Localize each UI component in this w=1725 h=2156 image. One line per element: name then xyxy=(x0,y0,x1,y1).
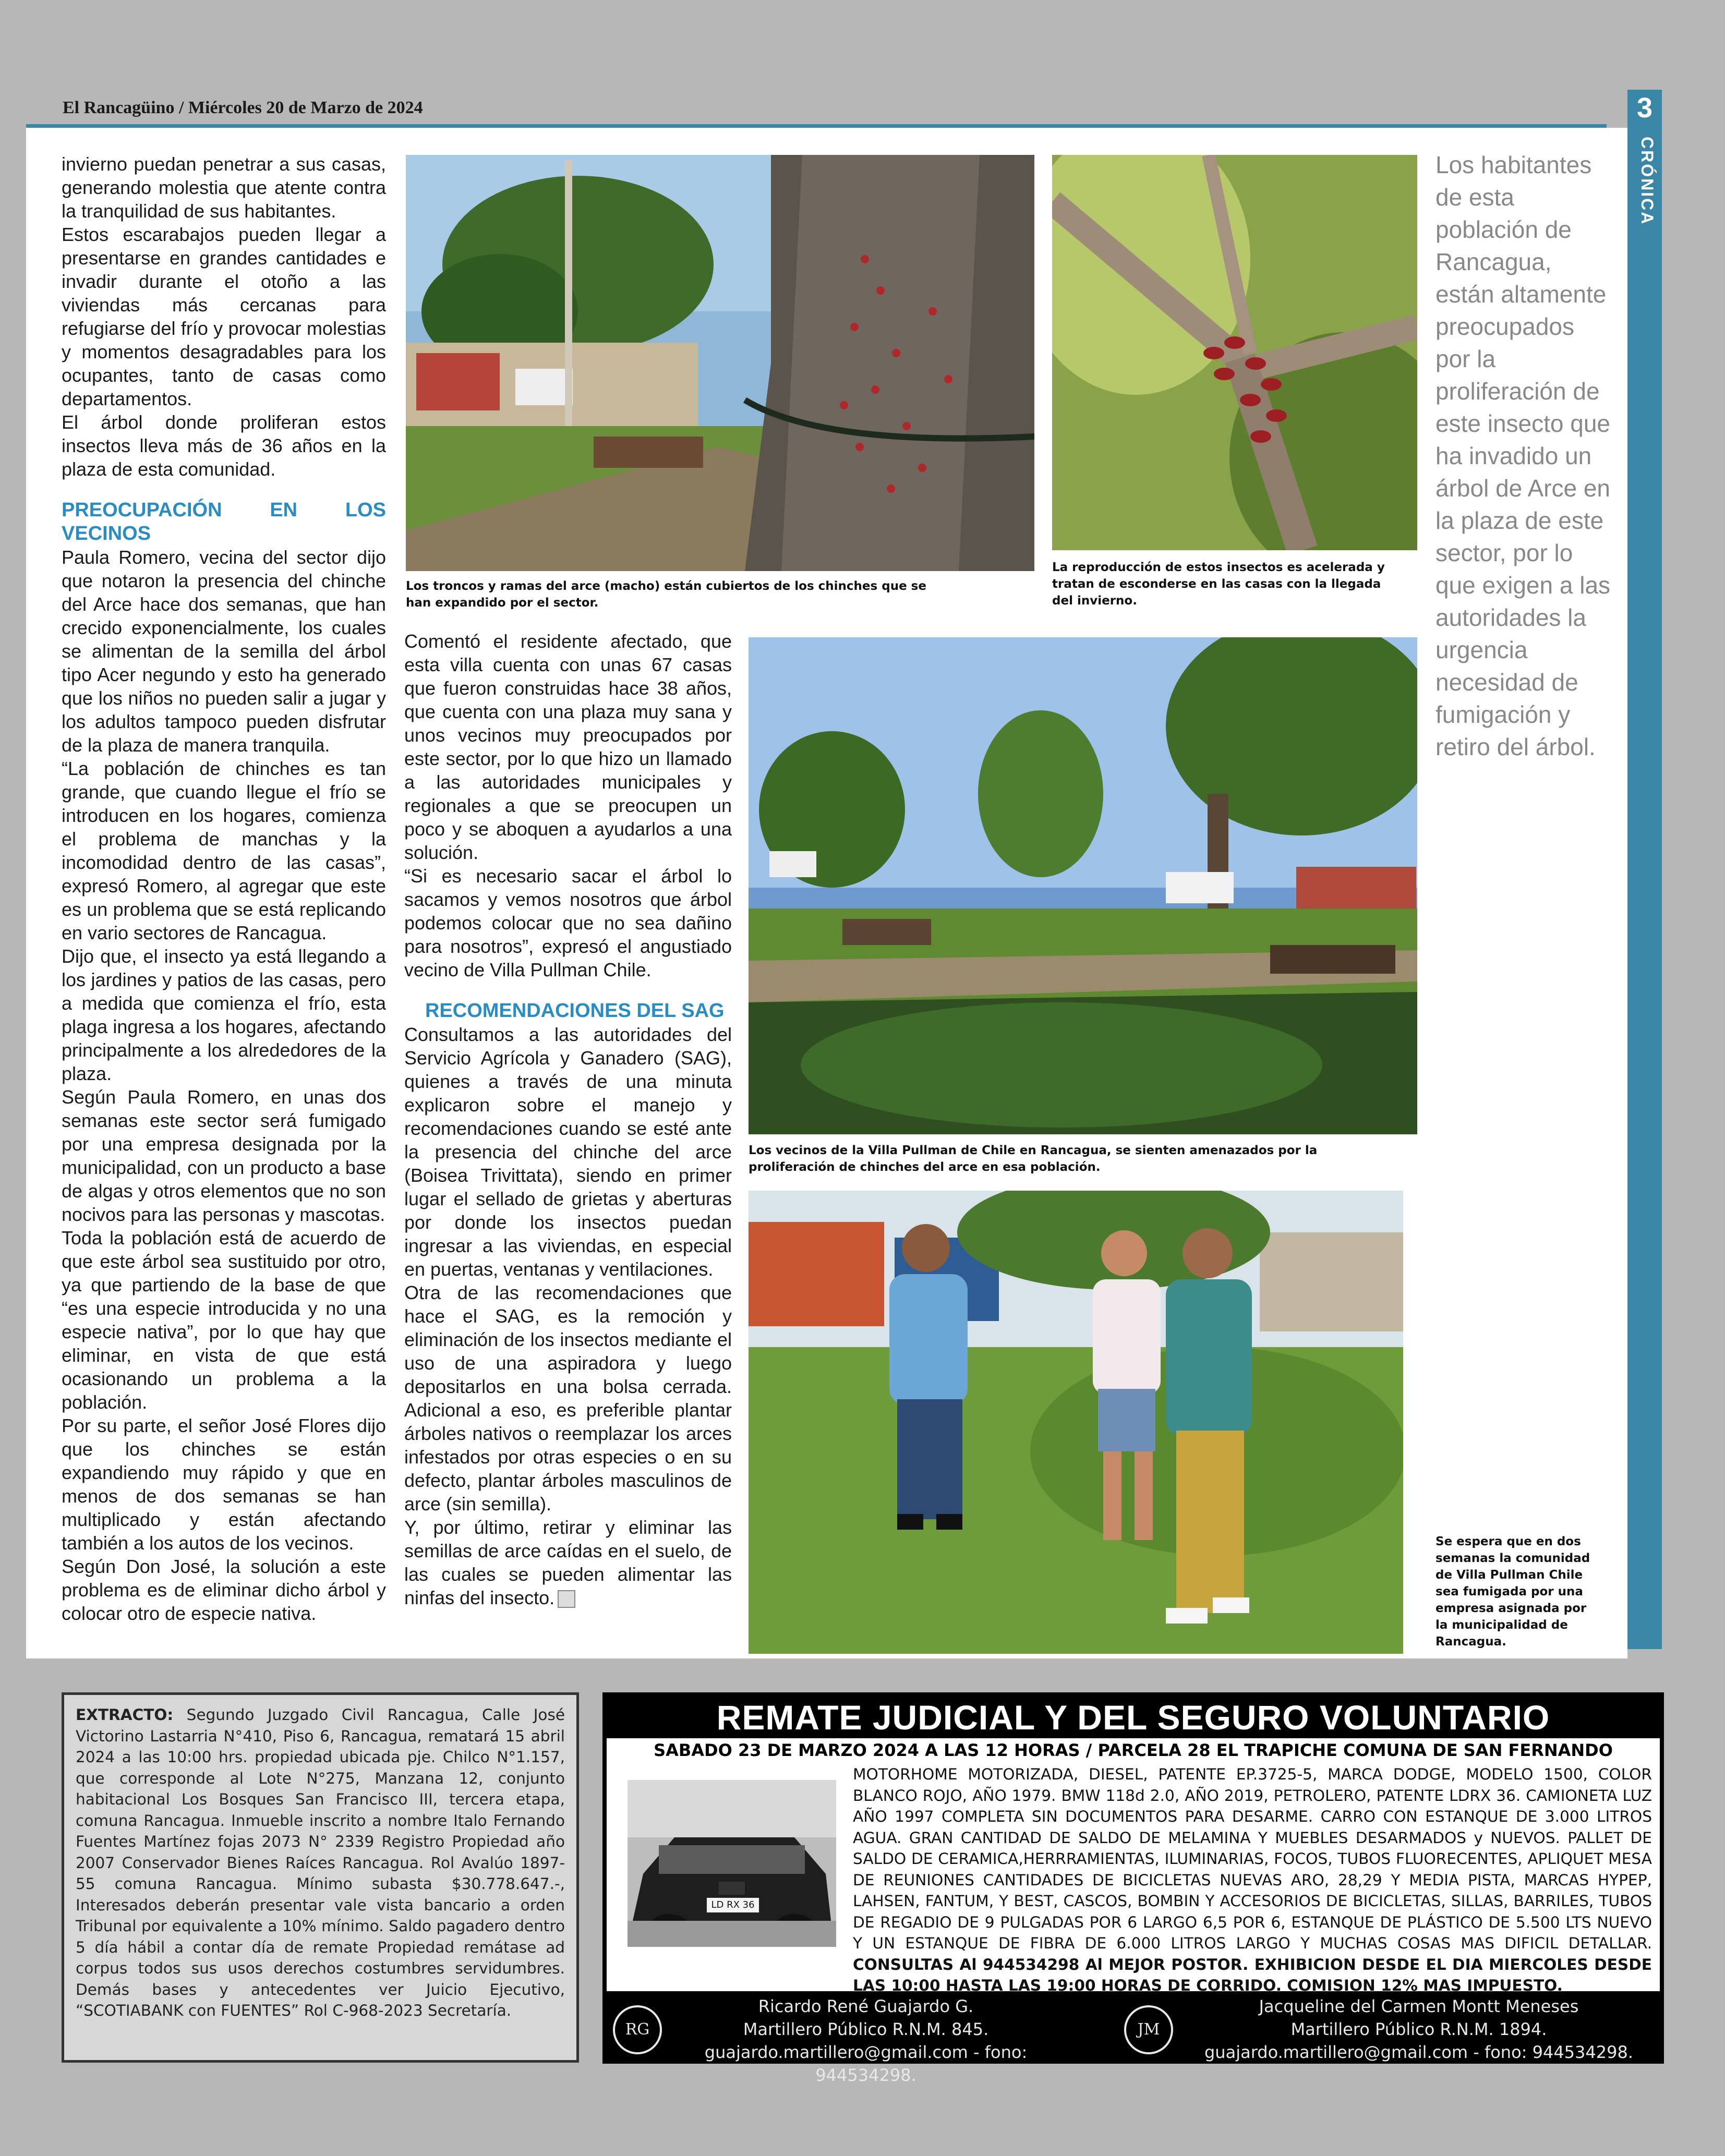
paragraph: Según Paula Romero, en unas dos semanas este sector será fumigado por una empresa designada por la municipalidad, con un producto a base de algas y otros elementos que no son nocivos para las personas y mascotas. xyxy=(62,1086,386,1225)
car-photo xyxy=(628,1780,836,1947)
paragraph: Otra de las recomendaciones que hace el SAG, es la remoción y eliminación de los insectos mediante el uso de una aspiradora y luego depositarlos en una bolsa cerrada. Adicional a eso, es preferible plantar árboles nativos o reemplazar los arces infestados por otras especies o en su defecto, plantar árboles masculinos de arce (sin semilla). xyxy=(404,1282,732,1515)
auctioneer-2-name: Jacqueline del Carmen Montt Meneses xyxy=(1259,1996,1579,2016)
paragraph: Consultamos a las autoridades del Servicio Agrícola y Ganadero (SAG), quienes a través de una minuta explicaron sobre el manejo y recomendaciones cuando se esté ante la presencia del chinche del arce (Boisea Trivittata), siendo en primer lugar el sellado de grietas y aberturas por donde los insectos puedan ingresar a las viviendas, en especial en puertas, ventanas y ventilaciones. xyxy=(404,1024,732,1280)
caption-photo-3: Los vecinos de la Villa Pullman de Chile en Rancagua, se sienten amenazados por la proliferación de chinches del arce en esa población. xyxy=(749,1144,1318,1174)
paragraph: El árbol donde proliferan estos insectos lleva más de 36 años en la plaza de esta comunidad. xyxy=(62,411,386,480)
article-column-1 xyxy=(62,152,386,1625)
auction-date: SABADO 23 DE MARZO 2024 A LAS 12 HORAS / PARCELA 28 EL TRAPICHE COMUNA DE SAN FERNANDO xyxy=(654,1740,1613,1760)
paragraph: Comentó el residente afectado, que esta villa cuenta con unas 67 casas que fueron construidas hace 38 años, que cuenta con una plaza muy sana y unos vecinos muy preocupados por este sector, por lo que hizo un llamado a las autoridades municipales y regionales a que se preocupen un poco y se aboquen a ayudarlos a una solución. xyxy=(404,631,732,863)
caption-photo-2: La reproducción de estos insectos es acelerada y tratan de esconderse en las casas con la llegada del invierno. xyxy=(1052,561,1385,608)
paragraph: invierno puedan penetrar a sus casas, generando molestia que atente contra la tranquilidad de sus habitantes. xyxy=(62,153,386,222)
page-number: 3 xyxy=(1636,92,1653,124)
auctioneer-2-contact: guajardo.martillero@gmail.com - fono: 944534298. xyxy=(1204,2042,1633,2062)
auctioneer-2 xyxy=(1181,1995,1656,2064)
auctioneer-1-contact: guajardo.martillero@gmail.com - fono: 944534298. xyxy=(704,2042,1028,2085)
auction-contact: CONSULTAS Al 944534298 Al MEJOR POSTOR. EXHIBICION DESDE EL DIA MIERCOLES DESDE LAS 10:00 HASTA LAS 19:00 HORAS DE CORRIDO. COMISION 12% MAS IMPUESTO. xyxy=(853,1955,1652,1994)
photo-neighbors xyxy=(749,1191,1403,1654)
paragraph: Toda la población está de acuerdo de que este árbol sea sustituido por otro, ya que partiendo de la base de que “es una especie introducida y no una especie nativa”, por lo que hay que eliminar, en vista de que está ocasionando un problema a la población. xyxy=(62,1227,386,1413)
legal-notice-extracto xyxy=(62,1692,579,2063)
article-column-2-top xyxy=(404,629,732,1609)
paragraph: Según Don José, la solución a este problema es de eliminar dicho árbol y colocar otro de especie nativa. xyxy=(62,1556,386,1624)
section-tab xyxy=(1627,90,1662,1649)
section-name: CRÓNICA xyxy=(1638,137,1657,226)
extracto-text: Segundo Juzgado Civil Rancagua, Calle José Victorino Lastarria N°410, Piso 6, Rancagua, rematará 15 abril 2024 a las 10:00 hrs. propiedad ubicada pje. Chilco N°1.157, que corresponde al Lote N°275, Manzana 12, conjunto habitacional Los Bosques San Francisco III, tercera etapa, comuna Rancagua. Inmueble inscrito a nombre Italo Fernando Fuentes Martínez fojas 2073 N° 2339 Registro Propiedad año 2007 Conservador Bienes Raíces Rancagua. Rol Avalúo 1897-55 comuna Rancagua. Mínimo subasta $30.778.647.-, Interesados deberán presentar vale vista bancario a orden Tribunal por equivalente a 10% mínimo. Saldo pagadero dentro 5 día hábil a contar día de remate Propiedad remátase ad corpus todos sus usos derechos costumbres servidumbres. Demás bases y antecedentes ver Juicio Ejecutivo, “SCOTIABANK con FUENTES” Rol C-968-2023 Secretaría. xyxy=(76,1706,565,2019)
masthead xyxy=(63,98,423,118)
photo-tree-trunk xyxy=(406,155,1034,571)
seal-rg-icon: RG xyxy=(613,2005,662,2054)
pull-quote: Los habitantes de esta población de Rancagua, están altamente preocupados por la proliferación de este insecto que ha invadido un árbol de Arce en la plaza de este sector, por lo que exigen a las autoridades la urgencia necesidad de fumigación y retiro del árbol. xyxy=(1436,151,1611,760)
caption-photo-4: Se espera que en dos semanas la comunidad de Villa Pullman Chile sea fumigada por una empresa asignada por la municipalidad de Rancagua. xyxy=(1436,1535,1590,1649)
paragraph: Dijo que, el insecto ya está llegando a los jardines y patios de las casas, pero a medida que comienza el frío, esta plaga ingresa a los hogares, afectando principalmente a los alrededores de la plaza. xyxy=(62,946,386,1084)
photo-plaza xyxy=(749,637,1417,1134)
license-plate: LD RX 36 xyxy=(706,1897,760,1913)
auction-details xyxy=(853,1764,1652,1996)
caption-photo-1: Los troncos y ramas del arce (macho) están cubiertos de los chinches que se han expandido por el sector. xyxy=(406,579,926,610)
auctioneer-1-name: Ricardo René Guajardo G. xyxy=(758,1996,974,2016)
end-mark-icon xyxy=(558,1590,575,1608)
paragraph: Paula Romero, vecina del sector dijo que notaron la presencia del chinche del Arce hace dos semanas, que han crecido exponencialmente, los cuales se alimentan de la semilla del árbol tipo Acer negundo y esto ha generado que los niños no pueden salir a jugar y los adultos tampoco pueden disfrutar de la plaza de manera tranquila. xyxy=(62,547,386,756)
paragraph: “Si es necesario sacar el árbol lo sacamos y vemos nosotros que árbol podemos colocar que no sea dañino para nosotros”, expresó el angustiado vecino de Villa Pullman Chile. xyxy=(404,865,732,980)
auction-ad xyxy=(602,1692,1664,2085)
auction-items: MOTORHOME MOTORIZADA, DIESEL, PATENTE EP.3725-5, MARCA DODGE, MODELO 1500, COLOR BLANCO ROJO, AÑO 1979. BMW 118d 2.0, AÑO 2019, PETROLERO, PATENTE LDRX 36. CAMIONETA LUZ AÑO 1997 COMPLETA SIN DOCUMENTOS PARA DESARME. CARRO CON ESTANQUE DE 3.000 LITROS AGUA. GRAN CANTIDAD DE SALDO DE MELAMINA Y MUEBLES DESARMADOS y NUEVOS. PALLET DE SALDO DE CERAMICA,HERRRAMIENTAS, ILUMINARIAS, FOCOS, TUBOS FLUORECENTES, APLIQUET MESA DE REUNIONES CANTIDADES DE BICICLETAS NUEVAS ARO, 28,29 Y MEDIA PISTA, MARCAS HYPEP, LAHSEN, FANTUM, Y BEST, CASCOS, BOMBIN Y ACCESORIOS DE BICICLETAS, SILLAS, BARRILES, TUBOS DE REGADIO DE 9 PULGADAS POR 6 LARGO 6,5 POR 6, ESTANQUE DE PLÁSTICO DE 5.500 LTS NUEVO Y UN ESTANQUE DE FIBRA DE 6.000 LITROS LARGO Y MUCHAS COSAS MAS DIFICIL DETALLAR. xyxy=(853,1765,1652,1952)
auctioneer-1-title: Martillero Público R.N.M. 845. xyxy=(743,2019,989,2039)
paragraph xyxy=(404,1516,732,1609)
auction-title: REMATE JUDICIAL Y DEL SEGURO VOLUNTARIO xyxy=(716,1698,1550,1737)
extracto-label: EXTRACTO: xyxy=(76,1706,174,1724)
subhead-sag: RECOMENDACIONES DEL SAG xyxy=(425,1000,725,1022)
auctioneer-2-title: Martillero Público R.N.M. 1894. xyxy=(1290,2019,1547,2039)
subhead-vecinos: PREOCUPACIÓN EN LOS VECINOS xyxy=(62,499,386,544)
paper-name: El Rancagüino xyxy=(63,98,175,117)
paragraph: Estos escarabajos pueden llegar a presentarse en grandes cantidades e invadir durante el otoño a las viviendas más cercanas para refugiarse del frío y provocar molestias y momentos desagradables para los ocupantes, tanto de casas como departamentos. xyxy=(62,224,386,409)
photo-insects-branch xyxy=(1052,155,1417,550)
seal-jm-icon: JM xyxy=(1124,2005,1173,2054)
issue-date: Miércoles 20 de Marzo de 2024 xyxy=(188,98,423,117)
paragraph: Por su parte, el señor José Flores dijo que los chinches se están expandiendo muy rápido y que en menos de dos semanas se han multiplicado y están afectando también a los autos de los vecinos. xyxy=(62,1415,386,1554)
auctioneer-1 xyxy=(660,1995,1072,2087)
paragraph-text: Y, por último, retirar y eliminar las semillas de arce caídas en el suelo, de las cuales se pueden alimentar las ninfas del insecto. xyxy=(404,1517,732,1608)
header-separator: / xyxy=(178,98,184,117)
paragraph: “La población de chinches es tan grande, que cuando llegue el frío se introducen en los hogares, comienza el problema de manchas y la incomodidad dentro de las casas”, expresó Romero, al agregar que este es un problema que se está replicando en vario sectores de Rancagua. xyxy=(62,758,386,943)
header-rule xyxy=(26,124,1607,128)
